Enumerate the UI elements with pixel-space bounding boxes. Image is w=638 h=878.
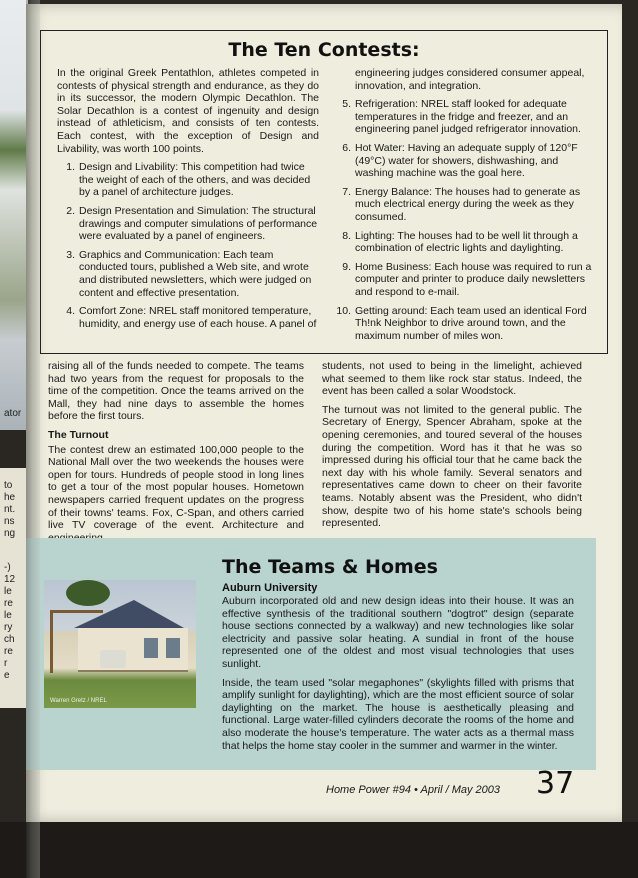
adjacent-page-strip [0,0,28,878]
sidebar-title: The Ten Contests: [228,39,420,61]
page-number: 37 [536,766,575,801]
margin-fragment: re [4,646,13,657]
margin-fragment: to [4,480,13,491]
contest-item [333,230,593,255]
margin-fragment: he [4,492,16,503]
margin-fragment: e [4,670,10,681]
contest-item [333,98,593,136]
margin-fragment: re [4,598,13,609]
contest-item [333,261,593,299]
item-text: Design and Livability: This competition had twice the weight of each of the others, and was decided by a panel of architecture judges. [79,161,311,199]
porch-frame-shape [50,610,103,673]
article-column-right [322,360,582,536]
item-text: Home Business: Each house was required to run a computer and printer to produce daily newsletters and respond to e-mail. [355,260,592,298]
article-paragraph: The contest drew an estimated 100,000 people to the National Mall over the two weekends the houses were open for tours. Hundreds of people stood in long lines to get a tour of the most popular houses. Hometown newspapers carried frequent updates on the progress of their towns' teams. Fox, C-Span, and others carried live TV coverage of the event. Architecture and [48,443,304,532]
adjacent-page-photo [0,0,28,430]
item-continuation: engineering judges considered consumer appeal, innovation, and integration. [355,67,585,92]
contest-item [57,305,319,330]
item-text: Graphics and Communication: Each team conducted tours, published a Web site, and wrote and distributed newsletters, which were judged on content and effective presentation. [79,248,312,299]
teams-title: The Teams & Homes [222,556,438,578]
item-text: Energy Balance: The houses had to generate as much electrical energy during the week as they consumed. [355,185,581,223]
item-number: 10. [336,304,351,317]
window-shape [166,638,180,658]
margin-fragment: -) [4,562,11,573]
window-shape [144,638,158,658]
contest-item [57,205,319,243]
item-number: 9. [342,260,351,273]
margin-fragment: ch [4,634,15,645]
sidebar-column-left [57,67,319,336]
item-number: 5. [342,98,351,111]
item-number: 2. [66,204,75,217]
adjacent-page-text [0,408,28,708]
article-paragraph: raising all of the funds needed to compete. The teams had two years from the request for proposals to the time of the competition. Once the teams arrived on the Mall, they had nine days to assemble the homes before the first tours. [48,360,304,423]
contest-item [333,186,593,224]
item-number: 3. [66,248,75,261]
contest-item [333,142,593,180]
contest-item [333,305,593,343]
bottom-shadow [0,822,638,878]
section-subhead: The Turnout [48,428,109,441]
team-paragraph: Auburn incorporated old and new design ideas into their house. It was an effective synthesis of the traditional southern "dogtrot" design (separate house sections connected by a walkway) and new technologies like solar electricity and passive solar heating. A sundial in front of the house represented one of the oldest and most visual technologies that uses sunlight. [222,595,574,670]
margin-fragment: ator [4,408,22,419]
sidebar-intro: In the original Greek Pentathlon, athletes competed in contests of physical strength and endurance, as they do in its successor, the modern Olympic Decathlon. The Solar Decathlon is a contest of ingenuity and design instead of athleticism, and consists of ten contests. Each contest, with the exception of Design and Livability, was worth 100 points. [57,67,319,155]
item-text: Lighting: The houses had to be well lit through a combination of electric lights and daylighting. [355,229,578,255]
article-column-left [48,360,304,550]
margin-fragment: r [4,658,8,669]
page-gutter-shadow [26,0,40,878]
article-paragraph: The turnout was not limited to the general public. The Secretary of Energy, Spencer Abraham, spoke at the opening ceremonies, and toured several of the houses during the competition. Word has it that he was so impressed during his official tour that he came back the next day with his whole family. Several senators and representatives came down to cheer on their favorite teams. Notably absent was the President, who didn't show, despite two of his home state's schools being represented. [322,403,582,530]
margin-fragment: 12 [4,574,16,585]
margin-fragment: ns [4,516,15,527]
item-number: 4. [66,305,75,318]
ten-contests-sidebar [40,30,608,354]
footer-issue: Home Power #94 • April / May 2003 [326,784,501,796]
margin-fragment: le [4,610,12,621]
magazine-page [26,4,622,822]
teams-homes-panel [26,538,596,770]
margin-fragment: le [4,586,12,597]
contest-item [57,161,319,199]
sidebar-column-right [333,67,593,348]
team-description [222,595,574,758]
item-number: 6. [342,141,351,154]
item-text: Getting around: Each team used an identical Ford Th!nk Neighbor to drive around town, and the maximum number of miles won. [355,304,587,342]
item-number: 7. [342,185,351,198]
margin-fragment: nt. [4,504,16,515]
team-paragraph: Inside, the team used "solar megaphones" (skylights filled with prisms that amplify sunlight for daylighting), which are the most efficient source of solar daylighting on the market. The house is aesthetically pleasing and functional. Large water-filled cylinders decorate the rooms of the home and also moderate the house's temperature. The water acts as a thermal mass that helps the home stay cooler in the summer and warmer in the winter. [222,676,574,752]
item-text: Comfort Zone: NREL staff monitored temperature, humidity, and energy use of each house. A panel of [79,305,317,330]
item-text: Design Presentation and Simulation: The structural drawings and computer simulations of performance were evaluated by a panel of engineers. [79,204,318,243]
photo-credit: Warren Gretz / NREL [50,698,107,704]
article-paragraph: students, not used to being in the limelight, achieved what seemed to them like rock star status. Indeed, the event has been called a solar Woodstock. [322,360,582,398]
item-number: 8. [342,229,351,242]
contest-item [57,249,319,299]
item-text: Hot Water: Having an adequate supply of 120°F (49°C) water for showers, dishwashing, and washing machine was the goal here. [355,141,578,180]
vehicle-shape [100,650,126,668]
item-number: 1. [66,161,75,174]
margin-fragment: ry [4,622,13,633]
item-text: Refrigeration: NREL staff looked for adequate temperatures in the fridge and freezer, and an engineering panel judged refrigerator innovation. [355,98,581,136]
margin-fragment: ng [4,528,16,539]
team-name: Auburn University [222,582,318,594]
house-photo [44,580,196,708]
